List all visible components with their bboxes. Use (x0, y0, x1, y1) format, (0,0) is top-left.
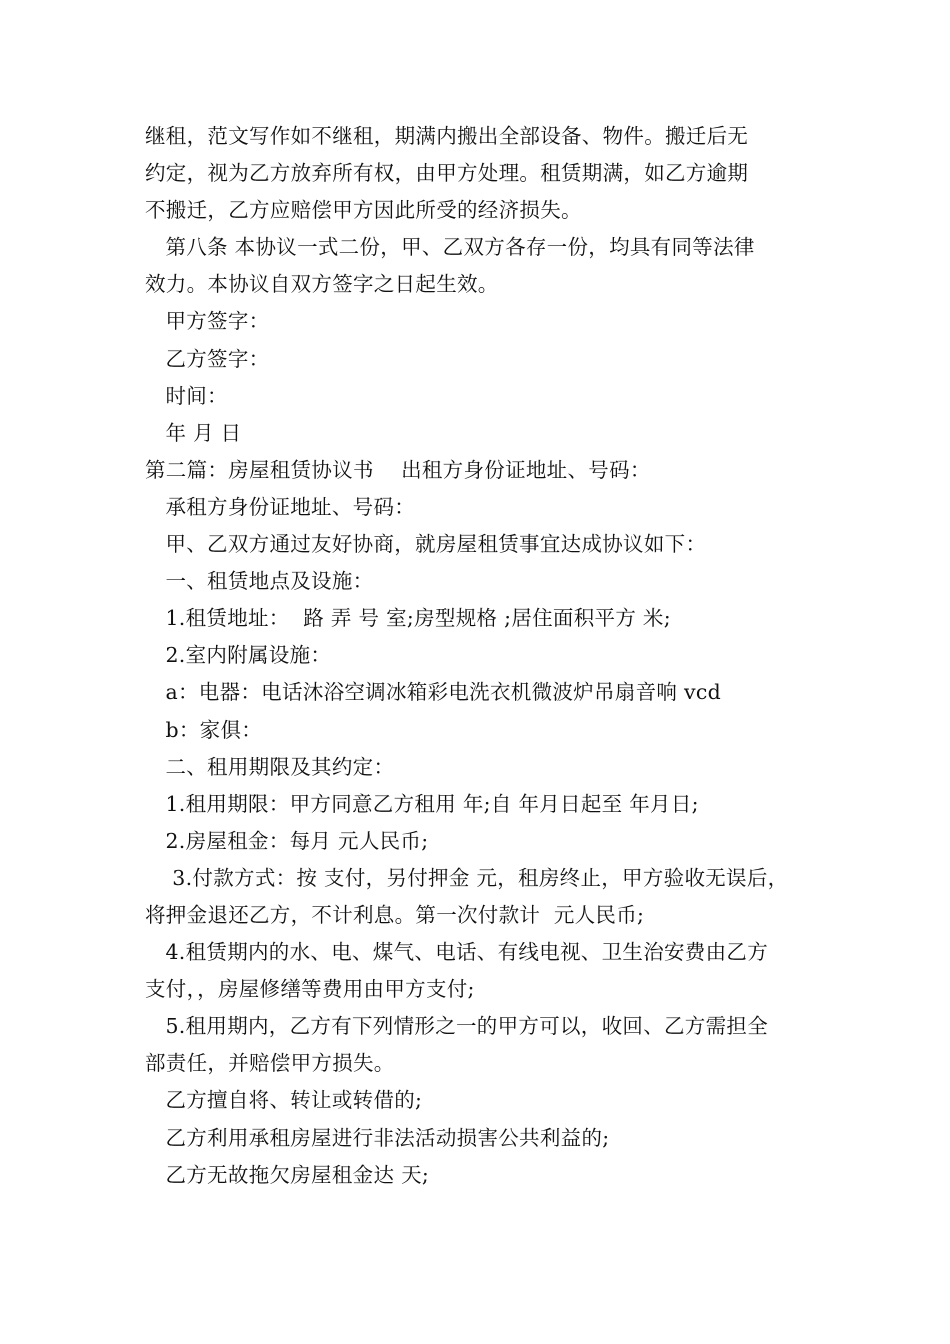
signature-label-party-b: 乙方签字： (145, 346, 270, 371)
date-label: 年 月 日 (145, 420, 242, 445)
text-line: 第八条 本协议一式二份，甲、乙双方各存一份，均具有同等法律 (145, 235, 755, 260)
text-line: 部责任，并赔偿甲方损失。 (145, 1051, 395, 1076)
text-line: 乙方利用承租房屋进行非法活动损害公共利益的; (145, 1125, 610, 1150)
text-line: 2.房屋租金：每月 元人民币; (145, 828, 429, 853)
text-line: 1.租用期限：甲方同意乙方租用 年;自 年月日起至 年月日; (145, 791, 699, 816)
clause-heading: 二、租用期限及其约定： (145, 754, 395, 779)
text-line: 约定，视为乙方放弃所有权，由甲方处理。租赁期满，如乙方逾期 (145, 161, 749, 186)
text-line: 3.付款方式：按 支付，另付押金 元，租房终止，甲方验收无误后， (145, 865, 789, 890)
text-line: 乙方无故拖欠房屋租金达 天; (145, 1162, 430, 1187)
section-title: 第二篇：房屋租赁协议书 出租方身份证地址、号码： (145, 457, 651, 482)
text-line: a：电器：电话沐浴空调冰箱彩电洗衣机微波炉吊扇音响 vcd (145, 680, 722, 705)
text-line: 4.租赁期内的水、电、煤气、电话、有线电视、卫生治安费由乙方 (145, 940, 769, 965)
clause-heading: 一、租赁地点及设施： (145, 569, 374, 594)
text-line: 1.租赁地址： 路 弄 号 室;房型规格 ;居住面积平方 米; (145, 606, 671, 631)
text-line: 支付，，房屋修缮等费用由甲方支付; (145, 977, 475, 1002)
document-body (145, 118, 815, 1194)
text-line: 不搬迁，乙方应赔偿甲方因此所受的经济损失。 (145, 198, 582, 223)
text-line: 甲、乙双方通过友好协商，就房屋租赁事宜达成协议如下： (145, 532, 707, 557)
time-label: 时间： (145, 383, 228, 408)
text-line: b：家俱： (145, 717, 263, 742)
text-line: 2.室内附属设施： (145, 643, 332, 668)
text-line: 承租方身份证地址、号码： (145, 494, 416, 519)
text-line: 继租，范文写作如不继租，期满内搬出全部设备、物件。搬迁后无 (145, 124, 749, 148)
signature-label-party-a: 甲方签字： (145, 309, 270, 334)
text-line: 将押金退还乙方，不计利息。第一次付款计 元人民币; (145, 902, 645, 927)
text-line: 乙方擅自将、转让或转借的; (145, 1088, 423, 1113)
text-line: 5.租用期内，乙方有下列情形之一的甲方可以，收回、乙方需担全 (145, 1014, 769, 1039)
text-line: 效力。本协议自双方签字之日起生效。 (145, 272, 499, 297)
